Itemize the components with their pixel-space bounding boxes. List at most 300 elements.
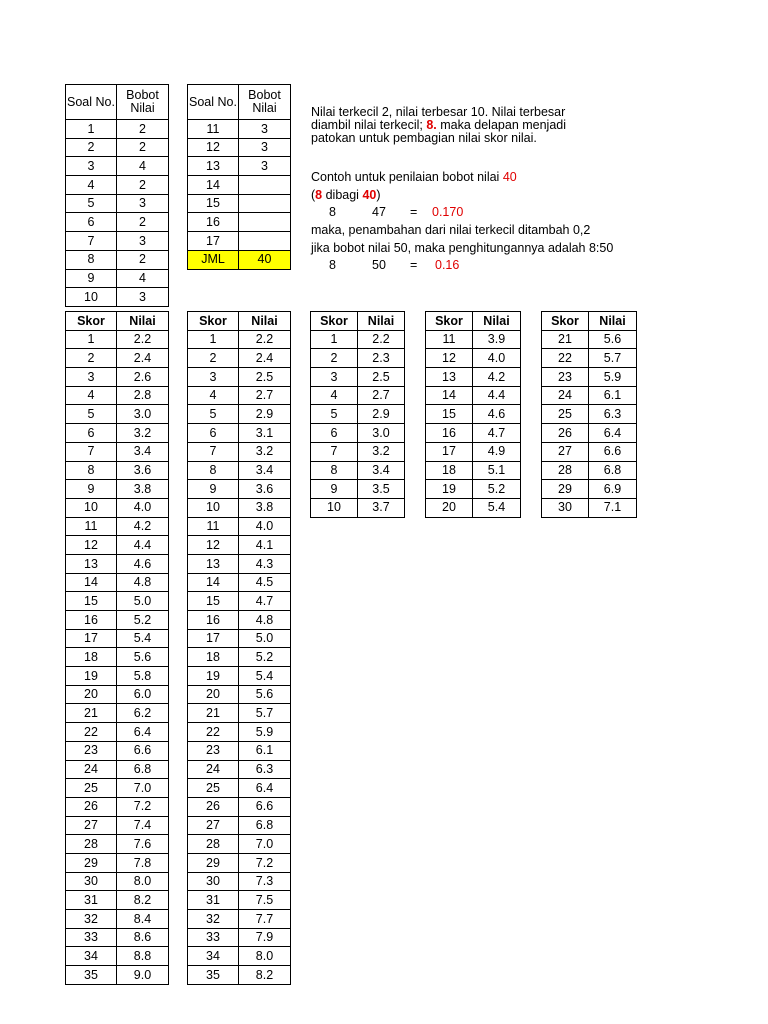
cell-value: 8.2 [117, 891, 169, 910]
cell-value: 3 [239, 138, 291, 157]
cell-key: 22 [66, 723, 117, 742]
cell-value: 4.9 [473, 442, 521, 461]
note-line: maka, penambahan dari nilai terkecil ditambah 0,2 [311, 223, 591, 238]
cell-key: 7 [311, 442, 358, 461]
table-row [66, 442, 169, 461]
skor-header-row [66, 312, 169, 331]
table-row [542, 349, 637, 368]
cell-key: 10 [311, 498, 358, 517]
cell-key: 18 [188, 648, 239, 667]
table-row [66, 176, 169, 195]
note-highlight: 40 [362, 187, 377, 202]
table-row [66, 872, 169, 891]
cell-key: 23 [66, 741, 117, 760]
cell-value: 5.8 [117, 667, 169, 686]
cell-key: 18 [66, 648, 117, 667]
cell-key: 12 [188, 138, 239, 157]
cell-value: 6.2 [117, 704, 169, 723]
cell-value: 3.4 [358, 461, 405, 480]
cell-value: 6.3 [239, 760, 291, 779]
cell-key: 10 [66, 288, 117, 307]
cell-value: 4.8 [117, 573, 169, 592]
header-skor: Skor [311, 312, 358, 331]
cell-value: 3.9 [473, 330, 521, 349]
table-row [311, 330, 405, 349]
cell-value [239, 213, 291, 232]
table-row [311, 442, 405, 461]
cell-value: 3.2 [239, 442, 291, 461]
cell-value: 9.0 [117, 966, 169, 985]
cell-key: 15 [66, 592, 117, 611]
table-row [542, 424, 637, 443]
table-row [542, 442, 637, 461]
cell-key: 1 [66, 120, 117, 139]
cell-value: 3.4 [117, 442, 169, 461]
table-row [426, 424, 521, 443]
note-text: ( [311, 187, 316, 202]
table-row [311, 461, 405, 480]
table-row [188, 498, 291, 517]
table-row [66, 853, 169, 872]
cell-value: 6.9 [589, 480, 637, 499]
cell-value: 5.2 [239, 648, 291, 667]
note-text: ) [376, 187, 381, 202]
total-row [188, 250, 291, 269]
cell-value: 2.3 [358, 349, 405, 368]
cell-value: 6.4 [239, 779, 291, 798]
note-text: Contoh untuk penilaian bobot nilai [311, 170, 503, 184]
skor-header-row [542, 312, 637, 331]
cell-value: 4.0 [473, 349, 521, 368]
cell-key: 7 [66, 232, 117, 251]
cell-key: 5 [311, 405, 358, 424]
skor-nilai-table-3 [310, 311, 405, 518]
cell-key: 21 [66, 704, 117, 723]
cell-key: 1 [311, 330, 358, 349]
cell-value: 6.4 [117, 723, 169, 742]
table-row [311, 480, 405, 499]
cell-value: 7.2 [239, 853, 291, 872]
cell-key: 29 [188, 853, 239, 872]
cell-key: 12 [188, 536, 239, 555]
total-label: JML [188, 250, 239, 269]
table-row [188, 330, 291, 349]
cell-value: 7.7 [239, 910, 291, 929]
table-row [188, 816, 291, 835]
cell-value: 6.8 [117, 760, 169, 779]
header-nilai: Nilai [117, 312, 169, 331]
soal-table-header-row [66, 85, 169, 120]
cell-value: 2 [117, 120, 169, 139]
calc-operand: 47 [372, 205, 386, 220]
table-row [66, 797, 169, 816]
table-row [542, 461, 637, 480]
table-row [188, 157, 291, 176]
cell-key: 23 [188, 741, 239, 760]
cell-key: 24 [66, 760, 117, 779]
table-row [188, 405, 291, 424]
cell-key: 17 [188, 232, 239, 251]
cell-key: 27 [66, 816, 117, 835]
table-row [188, 368, 291, 387]
table-row [66, 835, 169, 854]
cell-key: 24 [542, 386, 589, 405]
calc-operand: 50 [372, 258, 386, 273]
cell-value: 3.6 [117, 461, 169, 480]
table-row [66, 910, 169, 929]
cell-value: 3 [117, 288, 169, 307]
cell-key: 19 [66, 667, 117, 686]
table-row [66, 368, 169, 387]
cell-value: 6.4 [589, 424, 637, 443]
cell-value: 3 [239, 157, 291, 176]
calc-line-1 [311, 204, 651, 222]
cell-key: 18 [426, 461, 473, 480]
soal-bobot-table-1 [65, 84, 169, 307]
table-row [188, 573, 291, 592]
cell-value: 3.1 [239, 424, 291, 443]
cell-value: 6.3 [589, 405, 637, 424]
cell-key: 14 [188, 573, 239, 592]
table-row [66, 386, 169, 405]
table-row [188, 629, 291, 648]
cell-key: 21 [542, 330, 589, 349]
cell-key: 11 [426, 330, 473, 349]
table-row [66, 816, 169, 835]
cell-value: 6.8 [239, 816, 291, 835]
cell-value: 7.1 [589, 498, 637, 517]
explanation-notes [311, 106, 651, 275]
cell-value: 4.6 [473, 405, 521, 424]
table-row [66, 138, 169, 157]
cell-key: 30 [188, 872, 239, 891]
cell-key: 15 [426, 405, 473, 424]
cell-key: 8 [66, 461, 117, 480]
cell-key: 4 [188, 386, 239, 405]
table-row [66, 947, 169, 966]
table-row [66, 554, 169, 573]
table-row [188, 910, 291, 929]
cell-key: 7 [66, 442, 117, 461]
cell-key: 2 [188, 349, 239, 368]
table-row [311, 368, 405, 387]
table-row [188, 947, 291, 966]
table-row [542, 405, 637, 424]
table-row [66, 269, 169, 288]
cell-key: 1 [66, 330, 117, 349]
cell-key: 11 [188, 517, 239, 536]
cell-value: 5.6 [239, 685, 291, 704]
cell-value: 2 [117, 213, 169, 232]
cell-key: 15 [188, 194, 239, 213]
table-row [188, 517, 291, 536]
cell-key: 2 [311, 349, 358, 368]
table-row [188, 779, 291, 798]
table-row [188, 554, 291, 573]
calc-result: 0.16 [435, 258, 460, 273]
cell-key: 17 [66, 629, 117, 648]
calc-line-2 [311, 257, 651, 275]
cell-value: 5.9 [239, 723, 291, 742]
header-bobot-nilai: Bobot Nilai [239, 85, 291, 120]
table-row [66, 405, 169, 424]
table-row [188, 835, 291, 854]
cell-key: 13 [426, 368, 473, 387]
cell-key: 20 [188, 685, 239, 704]
cell-key: 34 [66, 947, 117, 966]
cell-key: 26 [188, 797, 239, 816]
table-row [188, 891, 291, 910]
table-row [188, 592, 291, 611]
skor-header-row [311, 312, 405, 331]
cell-value: 5.1 [473, 461, 521, 480]
table-row [188, 442, 291, 461]
cell-key: 35 [188, 966, 239, 985]
table-row [426, 330, 521, 349]
cell-value [239, 194, 291, 213]
cell-key: 6 [66, 213, 117, 232]
cell-value: 3.7 [358, 498, 405, 517]
header-nilai: Nilai [358, 312, 405, 331]
table-row [426, 461, 521, 480]
table-row [188, 213, 291, 232]
table-row [66, 667, 169, 686]
cell-value: 5.6 [589, 330, 637, 349]
cell-key: 14 [426, 386, 473, 405]
table-row [66, 741, 169, 760]
cell-key: 26 [542, 424, 589, 443]
header-skor: Skor [188, 312, 239, 331]
cell-value: 2.6 [117, 368, 169, 387]
table-row [66, 498, 169, 517]
cell-key: 32 [66, 910, 117, 929]
cell-key: 5 [66, 194, 117, 213]
table-row [66, 629, 169, 648]
total-value: 40 [239, 250, 291, 269]
cell-key: 23 [542, 368, 589, 387]
note-text: maka delapan menjadi [436, 118, 567, 132]
cell-key: 26 [66, 797, 117, 816]
cell-value [239, 232, 291, 251]
header-bobot-nilai: Bobot Nilai [117, 85, 169, 120]
soal-bobot-table-2 [187, 84, 291, 270]
header-skor: Skor [426, 312, 473, 331]
cell-key: 19 [426, 480, 473, 499]
table-row [311, 349, 405, 368]
cell-key: 4 [311, 386, 358, 405]
cell-key: 22 [542, 349, 589, 368]
cell-key: 3 [188, 368, 239, 387]
note-line [311, 187, 651, 205]
note-line: patokan untuk pembagian nilai skor nilai. [311, 131, 537, 145]
table-row [66, 288, 169, 307]
cell-key: 17 [426, 442, 473, 461]
calc-operand: 8 [329, 205, 336, 220]
cell-value: 4 [117, 269, 169, 288]
cell-key: 11 [66, 517, 117, 536]
cell-value: 3 [239, 120, 291, 139]
cell-key: 4 [66, 386, 117, 405]
cell-value: 3.2 [358, 442, 405, 461]
table-row [66, 779, 169, 798]
table-row [188, 797, 291, 816]
cell-key: 30 [66, 872, 117, 891]
cell-value: 3.8 [239, 498, 291, 517]
cell-value: 3 [117, 194, 169, 213]
calc-operand: 8 [329, 258, 336, 273]
table-row [66, 250, 169, 269]
table-row [188, 120, 291, 139]
cell-value: 3 [117, 232, 169, 251]
cell-key: 9 [311, 480, 358, 499]
table-row [188, 424, 291, 443]
cell-key: 8 [66, 250, 117, 269]
header-skor: Skor [66, 312, 117, 331]
cell-value: 7.8 [117, 853, 169, 872]
cell-key: 27 [188, 816, 239, 835]
cell-key: 28 [188, 835, 239, 854]
cell-key: 13 [66, 554, 117, 573]
cell-value: 4.5 [239, 573, 291, 592]
cell-value: 5.2 [473, 480, 521, 499]
cell-value: 7.2 [117, 797, 169, 816]
table-row [188, 611, 291, 630]
cell-value: 2.5 [239, 368, 291, 387]
table-row [311, 424, 405, 443]
cell-value: 6.6 [239, 797, 291, 816]
cell-value: 4.2 [117, 517, 169, 536]
table-row [426, 442, 521, 461]
table-row [311, 498, 405, 517]
note-text: diambil nilai terkecil; [311, 118, 427, 132]
cell-value: 2.4 [117, 349, 169, 368]
cell-value: 8.2 [239, 966, 291, 985]
calc-equals: = [410, 205, 418, 220]
cell-value: 2.9 [239, 405, 291, 424]
cell-key: 4 [66, 176, 117, 195]
cell-key: 9 [66, 269, 117, 288]
table-row [188, 648, 291, 667]
table-row [66, 330, 169, 349]
cell-value: 5.0 [117, 592, 169, 611]
cell-value: 2.7 [358, 386, 405, 405]
cell-value: 2 [117, 176, 169, 195]
cell-key: 15 [188, 592, 239, 611]
cell-value: 5.4 [117, 629, 169, 648]
table-row [311, 386, 405, 405]
cell-value: 6.6 [589, 442, 637, 461]
header-nilai: Nilai [239, 312, 291, 331]
skor-nilai-table-5 [541, 311, 637, 518]
table-row [66, 461, 169, 480]
table-row [66, 194, 169, 213]
cell-value: 6.0 [117, 685, 169, 704]
table-row [542, 386, 637, 405]
cell-key: 2 [66, 349, 117, 368]
cell-key: 14 [188, 176, 239, 195]
table-row [66, 349, 169, 368]
table-row [188, 966, 291, 985]
table-row [426, 368, 521, 387]
table-row [542, 330, 637, 349]
cell-value: 7.5 [239, 891, 291, 910]
cell-value: 2.7 [239, 386, 291, 405]
table-row [66, 480, 169, 499]
cell-value: 2.8 [117, 386, 169, 405]
table-row [66, 723, 169, 742]
cell-value: 2.4 [239, 349, 291, 368]
table-row [188, 741, 291, 760]
cell-value: 2.5 [358, 368, 405, 387]
table-row [188, 704, 291, 723]
cell-key: 16 [66, 611, 117, 630]
header-soal-no: Soal No. [188, 85, 239, 120]
cell-key: 14 [66, 573, 117, 592]
cell-value: 6.6 [117, 741, 169, 760]
calc-result: 0.170 [432, 205, 464, 220]
table-row [66, 685, 169, 704]
cell-value: 8.0 [239, 947, 291, 966]
cell-value: 3.0 [358, 424, 405, 443]
cell-value: 3.6 [239, 480, 291, 499]
table-row [188, 480, 291, 499]
table-row [188, 194, 291, 213]
table-row [426, 405, 521, 424]
note-highlight: 40 [502, 170, 517, 184]
skor-header-row [426, 312, 521, 331]
cell-value: 3.5 [358, 480, 405, 499]
cell-value: 4.1 [239, 536, 291, 555]
table-row [426, 480, 521, 499]
table-row [542, 368, 637, 387]
table-row [188, 667, 291, 686]
table-row [66, 213, 169, 232]
cell-key: 35 [66, 966, 117, 985]
table-row [188, 928, 291, 947]
table-row [66, 648, 169, 667]
cell-key: 8 [188, 461, 239, 480]
cell-value: 5.2 [117, 611, 169, 630]
cell-value: 4 [117, 157, 169, 176]
cell-key: 29 [542, 480, 589, 499]
cell-value: 3.0 [117, 405, 169, 424]
cell-key: 3 [311, 368, 358, 387]
cell-value: 4.7 [239, 592, 291, 611]
cell-key: 12 [426, 349, 473, 368]
header-nilai: Nilai [589, 312, 637, 331]
cell-key: 13 [188, 157, 239, 176]
cell-key: 10 [66, 498, 117, 517]
table-row [542, 480, 637, 499]
cell-value: 4.3 [239, 554, 291, 573]
table-row [426, 498, 521, 517]
cell-value: 2.9 [358, 405, 405, 424]
cell-key: 1 [188, 330, 239, 349]
cell-key: 3 [66, 157, 117, 176]
cell-value: 7.6 [117, 835, 169, 854]
table-row [66, 891, 169, 910]
cell-value: 7.0 [117, 779, 169, 798]
skor-nilai-table-2 [187, 311, 291, 985]
header-skor: Skor [542, 312, 589, 331]
table-row [66, 517, 169, 536]
cell-key: 24 [188, 760, 239, 779]
note-line: Nilai terkecil 2, nilai terbesar 10. Nilai terbesar [311, 105, 566, 119]
cell-key: 31 [188, 891, 239, 910]
cell-key: 6 [311, 424, 358, 443]
skor-header-row [188, 312, 291, 331]
table-row [66, 966, 169, 985]
